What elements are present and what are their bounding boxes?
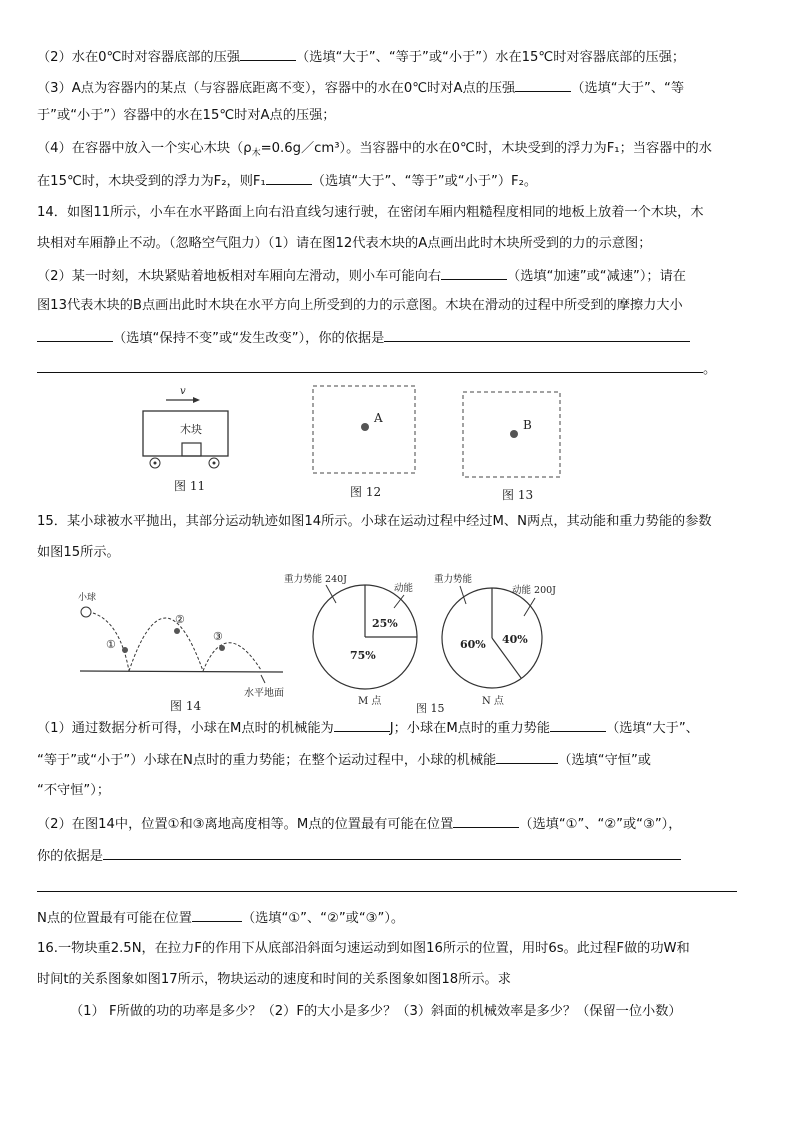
q15-line2: 如图15所示。	[37, 545, 120, 560]
text: J；小球在M点时的重力势能	[389, 721, 551, 736]
text: （选填“守恒”或	[558, 753, 651, 768]
svg-text:木块: 木块	[180, 423, 202, 436]
q15-sub2	[37, 814, 681, 834]
figure-15-pie-M	[284, 573, 417, 707]
svg-text:v: v	[180, 386, 186, 397]
svg-text:图 12: 图 12	[350, 485, 382, 499]
svg-text:图 15: 图 15	[416, 702, 445, 715]
text: 在15℃时，木块受到的浮力为F₂，则F₁	[37, 174, 266, 189]
q14-line1: 14．如图11所示，小车在水平路面上向右沿直线匀速行驶，在密闭车厢内粗糙程度相同的地板上放着一个木块，木	[37, 205, 704, 220]
svg-text:①: ①	[106, 638, 116, 651]
answer-blank[interactable]	[103, 846, 681, 860]
text: （4）在容器中放入一个实心木块（ρ	[37, 141, 252, 156]
subscript: 木	[251, 148, 261, 159]
q15-sub1	[37, 718, 699, 738]
answer-blank[interactable]	[192, 908, 242, 922]
svg-text:②: ②	[175, 613, 185, 626]
svg-text:B: B	[523, 418, 532, 432]
answer-blank[interactable]	[37, 878, 737, 892]
svg-text:图 14: 图 14	[170, 699, 202, 713]
svg-text:动能: 动能	[394, 583, 414, 594]
svg-text:60%: 60%	[460, 638, 486, 651]
answer-blank[interactable]	[550, 718, 606, 732]
text: （3）A点为容器内的某点（与容器底距离不变），容器中的水在0℃时对A点的压强	[37, 81, 516, 96]
text: （2）在图14中，位置①和③离地高度相等。M点的位置最有可能在位置	[37, 817, 454, 832]
figure-11-car	[143, 386, 228, 493]
svg-text:A: A	[374, 411, 383, 425]
text: 你的依据是	[37, 849, 103, 864]
text: （选填“①”、“②”或“③”）。	[241, 911, 405, 926]
q14-line4: 图13代表木块的B点画出此时木块在水平方向上所受到的力的示意图。木块在滑动的过程中所受到的摩擦力大小	[37, 298, 683, 313]
figure-13-box	[463, 392, 560, 502]
text: N点的位置最有可能在位置	[37, 911, 192, 926]
svg-text:动能 200J: 动能 200J	[512, 585, 556, 596]
q15-sub2-reason2	[37, 878, 737, 898]
q15-line1: 15．某小球被水平抛出，其部分运动轨迹如图14所示。小球在运动过程中经过M、N两点，其动能和重力势能的参数	[37, 514, 712, 529]
q16-line3: （1） F所做的功的功率是多少？（2）F的大小是多少？（3）斜面的机械效率是多少？（保留一位小数）	[70, 1004, 682, 1019]
svg-text:N 点: N 点	[482, 696, 504, 707]
svg-text:25%: 25%	[372, 617, 398, 630]
svg-text:重力势能: 重力势能	[434, 574, 473, 585]
text: （选填“大于”、“等于”或“小于”）水在15℃时对容器底部的压强；	[296, 50, 686, 65]
svg-text:重力势能 240J: 重力势能 240J	[284, 574, 347, 585]
svg-text:40%: 40%	[502, 633, 528, 646]
text: （选填“保持不变”或“发生改变”），你的依据是	[113, 331, 385, 346]
text: （1）通过数据分析可得，小球在M点时的机械能为	[37, 721, 334, 736]
text: （选填“大于”、	[606, 721, 699, 736]
text: （选填“加速”或“减速”）；请在	[507, 269, 686, 284]
q13-part3-cont: 于”或“小于”）容器中的水在15℃时对A点的压强；	[37, 108, 336, 123]
svg-text:M 点: M 点	[358, 696, 382, 707]
text: （2）某一时刻，木块紧贴着地板相对车厢向左滑动，则小车可能向右	[37, 269, 442, 284]
q15-sub2-reason	[37, 846, 681, 866]
answer-blank[interactable]	[496, 750, 558, 764]
answer-blank[interactable]	[334, 718, 390, 732]
figure-14-trajectory	[78, 591, 284, 713]
text: （2）水在0℃时对容器底部的压强	[37, 50, 241, 65]
text: （选填“①”、“②”或“③”），	[519, 817, 682, 832]
svg-text:图 13: 图 13	[502, 488, 534, 502]
svg-text:75%: 75%	[350, 649, 376, 662]
q15-sub1-cont	[37, 750, 651, 770]
svg-text:小球: 小球	[78, 593, 97, 603]
svg-text:③: ③	[213, 630, 223, 643]
text: 。	[703, 362, 717, 377]
q15-sub2-n	[37, 908, 404, 928]
svg-text:图 11: 图 11	[174, 479, 206, 493]
figure-15-pie-N	[416, 573, 556, 715]
text: （选填“大于”、“等于”或“小于”）F₂。	[311, 174, 538, 189]
q16-line2: 时间t的关系图象如图17所示，物块运动的速度和时间的关系图象如图18所示。求	[37, 972, 511, 987]
q15-sub1-cont2: “不守恒”）；	[37, 783, 111, 798]
text: “等于”或“小于”）小球在N点时的重力势能；在整个运动过程中，小球的机械能	[37, 753, 497, 768]
svg-text:水平地面: 水平地面	[244, 688, 284, 699]
text: （选填“大于”、“等	[571, 81, 685, 96]
figure-12-box	[313, 386, 415, 499]
text: =0.6g／cm³）。当容器中的水在0℃时，木块受到的浮力为F₁；当容器中的水	[260, 141, 712, 156]
answer-blank[interactable]	[453, 814, 519, 828]
q16-line1: 16.一物块重2.5N，在拉力F的作用下从底部沿斜面匀速运动到如图16所示的位置，用时6s。此过程F做的功W和	[37, 941, 690, 956]
q14-line2: 块相对车厢静止不动。（忽略空气阻力）（1）请在图12代表木块的A点画出此时木块所受到的力的示意图；	[37, 236, 652, 251]
